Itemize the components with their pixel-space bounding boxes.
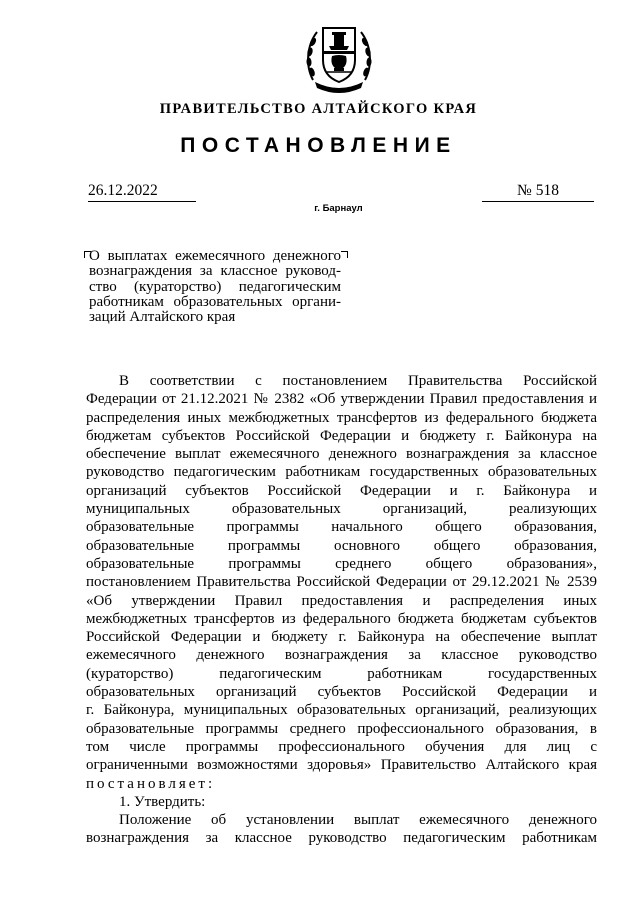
body-line-resolves: постановляет: <box>86 775 216 792</box>
body-line: образовательные программы основного общего образования, <box>86 537 597 554</box>
document-city: г. Барнаул <box>314 203 363 214</box>
body-line: В соответствии с постановлением Правительства Российской <box>119 373 597 389</box>
subject-line: О выплатах ежемесячного денежного <box>89 248 341 264</box>
document-type-title: ПОСТАНОВЛЕНИЕ <box>180 134 457 157</box>
government-name: ПРАВИТЕЛЬСТВО АЛТАЙСКОГО КРАЯ <box>159 101 478 117</box>
body-line: образовательные программы начального общего образования, <box>86 519 597 536</box>
body-line: бюджетам субъектов Российской Федерации и бюджету г. Байконура на <box>86 427 597 444</box>
body-line: Российской Федерации и бюджету г. Байконура на обеспечение выплат <box>86 629 597 646</box>
body-line: межбюджетных трансфертов из федерального бюджета бюджетам субъектов <box>86 610 597 627</box>
body-line: вознаграждения за классное руководство педагогическим работникам <box>86 830 597 847</box>
body-line: муниципальных образовательных организаций, реализующих <box>86 501 597 518</box>
body-line: Положение об установлении выплат ежемесячного денежного <box>119 812 597 829</box>
body-line: организаций субъектов Российской Федерации и г. Байконура и <box>86 482 597 499</box>
subject-text <box>89 249 341 325</box>
body-line: образовательные программы среднего профессионального образования, в <box>86 720 597 737</box>
document-number: № 518 <box>482 181 594 202</box>
subject-line: ство (кураторство) педагогическим <box>89 278 341 295</box>
body-line: постановлением Правительства Российской Федерации от 29.12.2021 № 2539 <box>86 574 597 591</box>
body-line: г. Байконура, муниципальных образовательных организаций, реализующих <box>86 702 597 719</box>
body-line: «Об утверждении Правил предоставления и распределения иных <box>86 592 597 609</box>
subject-corner-right <box>341 251 348 258</box>
body-line: руководство педагогическим работникам государственных образовательных <box>86 464 597 481</box>
body-line: ежемесячного денежного вознаграждения за классное руководство <box>86 647 597 664</box>
document-date: 26.12.2022 <box>88 181 196 202</box>
body-line: (кураторство) педагогическим работникам государственных <box>86 665 597 682</box>
subject-line: работникам образовательных органи- <box>89 293 341 310</box>
body-line: Федерации от 21.12.2021 № 2382 «Об утверждении Правил предоставления и <box>86 391 597 408</box>
document-body <box>86 372 597 848</box>
body-line-item-1: 1. Утвердить: <box>119 793 206 810</box>
altai-krai-coat-of-arms-icon <box>303 20 375 96</box>
body-line: том числе программы профессионального обучения для лиц с <box>86 738 597 755</box>
body-line: распределения иных межбюджетных трансфертов из федерального бюджета <box>86 409 597 426</box>
subject-line: заций Алтайского края <box>89 309 236 326</box>
body-line: образовательных организаций субъектов Российской Федерации и <box>86 684 597 701</box>
body-line: образовательные программы среднего общего образования», <box>86 555 597 572</box>
body-line: обеспечение выплат ежемесячного денежного вознаграждения за классное <box>86 446 597 463</box>
body-line: ограниченными возможностями здоровья» Правительство Алтайского края <box>86 757 597 774</box>
subject-line: вознаграждения за классное руковод- <box>89 263 341 280</box>
